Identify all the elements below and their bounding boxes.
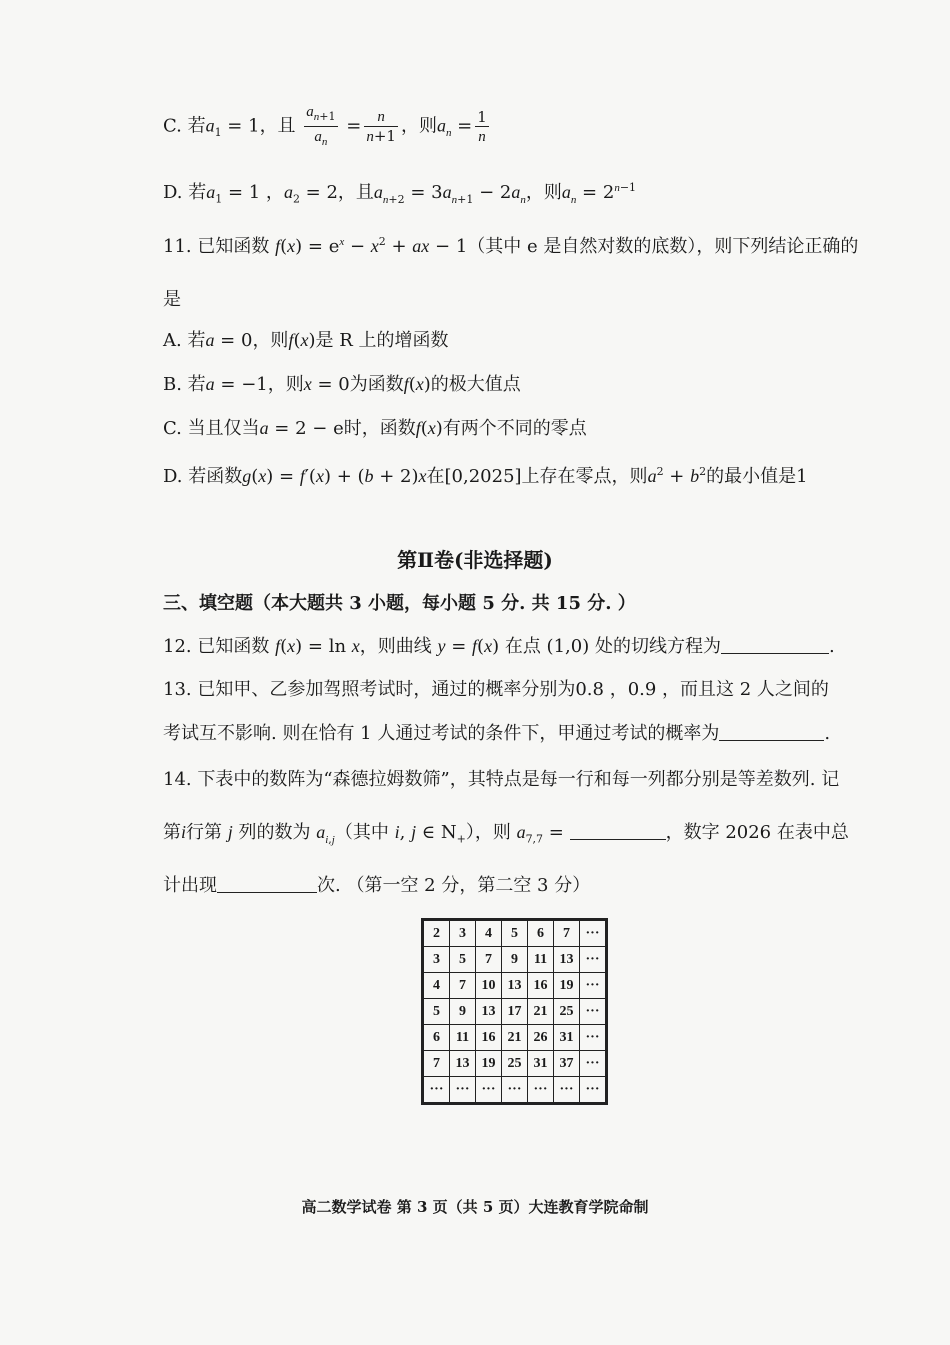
table-cell: 11 [450,1025,476,1051]
table-cell: ··· [528,1077,554,1104]
table-cell: 16 [476,1025,502,1051]
table-cell: ··· [450,1077,476,1104]
page-footer: 高二数学试卷 第 3 页（共 5 页）大连教育学院命制 [301,1198,649,1216]
table-cell: 3 [423,947,450,973]
table-cell: ··· [423,1077,450,1104]
table-cell: 4 [476,920,502,947]
table-cell: 26 [528,1025,554,1051]
table-cell: 7 [450,973,476,999]
table-cell: ··· [580,1025,607,1051]
table-cell: 25 [554,999,580,1025]
q11-option-a: A. 若a = 0，则f(x)是 R 上的增函数 [163,330,449,351]
q11-option-d: D. 若函数g(x) = f′(x) + (b + 2)x在[0,2025]上存在零点，则$a^2 + b^2$的最小值是1 [163,465,808,487]
q10-option-c: C. 若$a_1 = 1$，且 $\frac{a_{n+1}}{a_n}$ = $\frac{n}{n+1}$ ，则$a_n$ = $\frac{1}{n}$ [163,104,487,148]
table-cell: 37 [554,1051,580,1077]
table-cell: 2 [423,920,450,947]
table-cell: ··· [580,1051,607,1077]
table-cell: 10 [476,973,502,999]
table-cell: 5 [423,999,450,1025]
q12-answer-blank[interactable] [721,635,829,654]
table-cell: ··· [580,920,607,947]
table-cell: 13 [502,973,528,999]
q14-answer-blank-1[interactable] [570,821,666,840]
table-cell: 21 [528,999,554,1025]
table-cell: 7 [554,920,580,947]
sundaram-sieve-table [421,918,608,1105]
table-cell: 7 [476,947,502,973]
table-cell: 13 [450,1051,476,1077]
table-row [423,1077,607,1104]
table-cell: 5 [450,947,476,973]
table-cell: 25 [502,1051,528,1077]
q10-option-d: D. 若$a_1 = 1$ ，$a_2 = 2$，且$a_{n+2} = 3a_{n+1} - 2a_n$，则$a_n = 2^{n-1}$ [163,181,637,206]
table-cell: 5 [502,920,528,947]
table-cell: 31 [554,1025,580,1051]
table-cell: ··· [554,1077,580,1104]
table-cell: 17 [502,999,528,1025]
table-cell: 6 [423,1025,450,1051]
q13-answer-blank[interactable] [719,722,824,741]
table-cell: 7 [423,1051,450,1077]
table-cell: 19 [476,1051,502,1077]
q14-line2: 第i行第 j 列的数为 $a_{i,j}$（其中 i, j ∈ $N_+$），则 $a_{7,7}$ = ，数字 2026 在表中总 [163,822,849,846]
table-cell: ··· [502,1077,528,1104]
q11-stem-line2: 是 [163,289,181,310]
q13-line2: 考试互不影响. 则在恰有 1 人通过考试的条件下，甲通过考试的概率为 . [163,723,831,744]
table-cell: 11 [528,947,554,973]
table-cell: ··· [580,999,607,1025]
table-cell: ··· [476,1077,502,1104]
q14-answer-blank-2[interactable] [217,874,317,893]
table-cell: 9 [450,999,476,1025]
table-cell: 9 [502,947,528,973]
table-cell: ··· [580,1077,607,1104]
table-cell: 31 [528,1051,554,1077]
section-3-heading: 三、填空题（本大题共 3 小题，每小题 5 分. 共 15 分. ） [163,593,636,614]
table-row [423,1025,607,1051]
q11-option-b: B. 若a = −1，则x = 0为函数f(x)的极大值点 [163,374,521,395]
q14-line1: 14. 下表中的数阵为“森德拉姆数筛”，其特点是每一行和每一列都分别是等差数列. 记 [163,769,840,790]
table-row [423,999,607,1025]
table-cell: 19 [554,973,580,999]
table-cell: 13 [476,999,502,1025]
table-row [423,920,607,947]
table-row [423,1051,607,1077]
table-row [423,947,607,973]
table-row [423,973,607,999]
table-cell: ··· [580,973,607,999]
section-2-title: 第Ⅱ卷(非选择题) [397,548,553,572]
table-cell: 16 [528,973,554,999]
q14-line3: 计出现 次. （第一空 2 分，第二空 3 分） [163,875,591,896]
table-cell: ··· [580,947,607,973]
table-cell: 3 [450,920,476,947]
table-cell: 13 [554,947,580,973]
q11-option-c: C. 当且仅当a = 2 − e时，函数f(x)有两个不同的零点 [163,418,587,439]
table-cell: 6 [528,920,554,947]
q12: 12. 已知函数 f(x) = ln x，则曲线 y = f(x) 在点 (1,0) 处的切线方程为 . [163,636,835,657]
table-cell: 4 [423,973,450,999]
q13-line1: 13. 已知甲、乙参加驾照考试时，通过的概率分别为0.8 ，0.9 ，而且这 2 人之间的 [163,679,829,700]
table-cell: 21 [502,1025,528,1051]
q11-stem-line1: 11. 已知函数 $f(x) = e^x - x^2$ + ax − 1（其中 e 是自然对数的底数），则下列结论正确的 [163,235,859,257]
